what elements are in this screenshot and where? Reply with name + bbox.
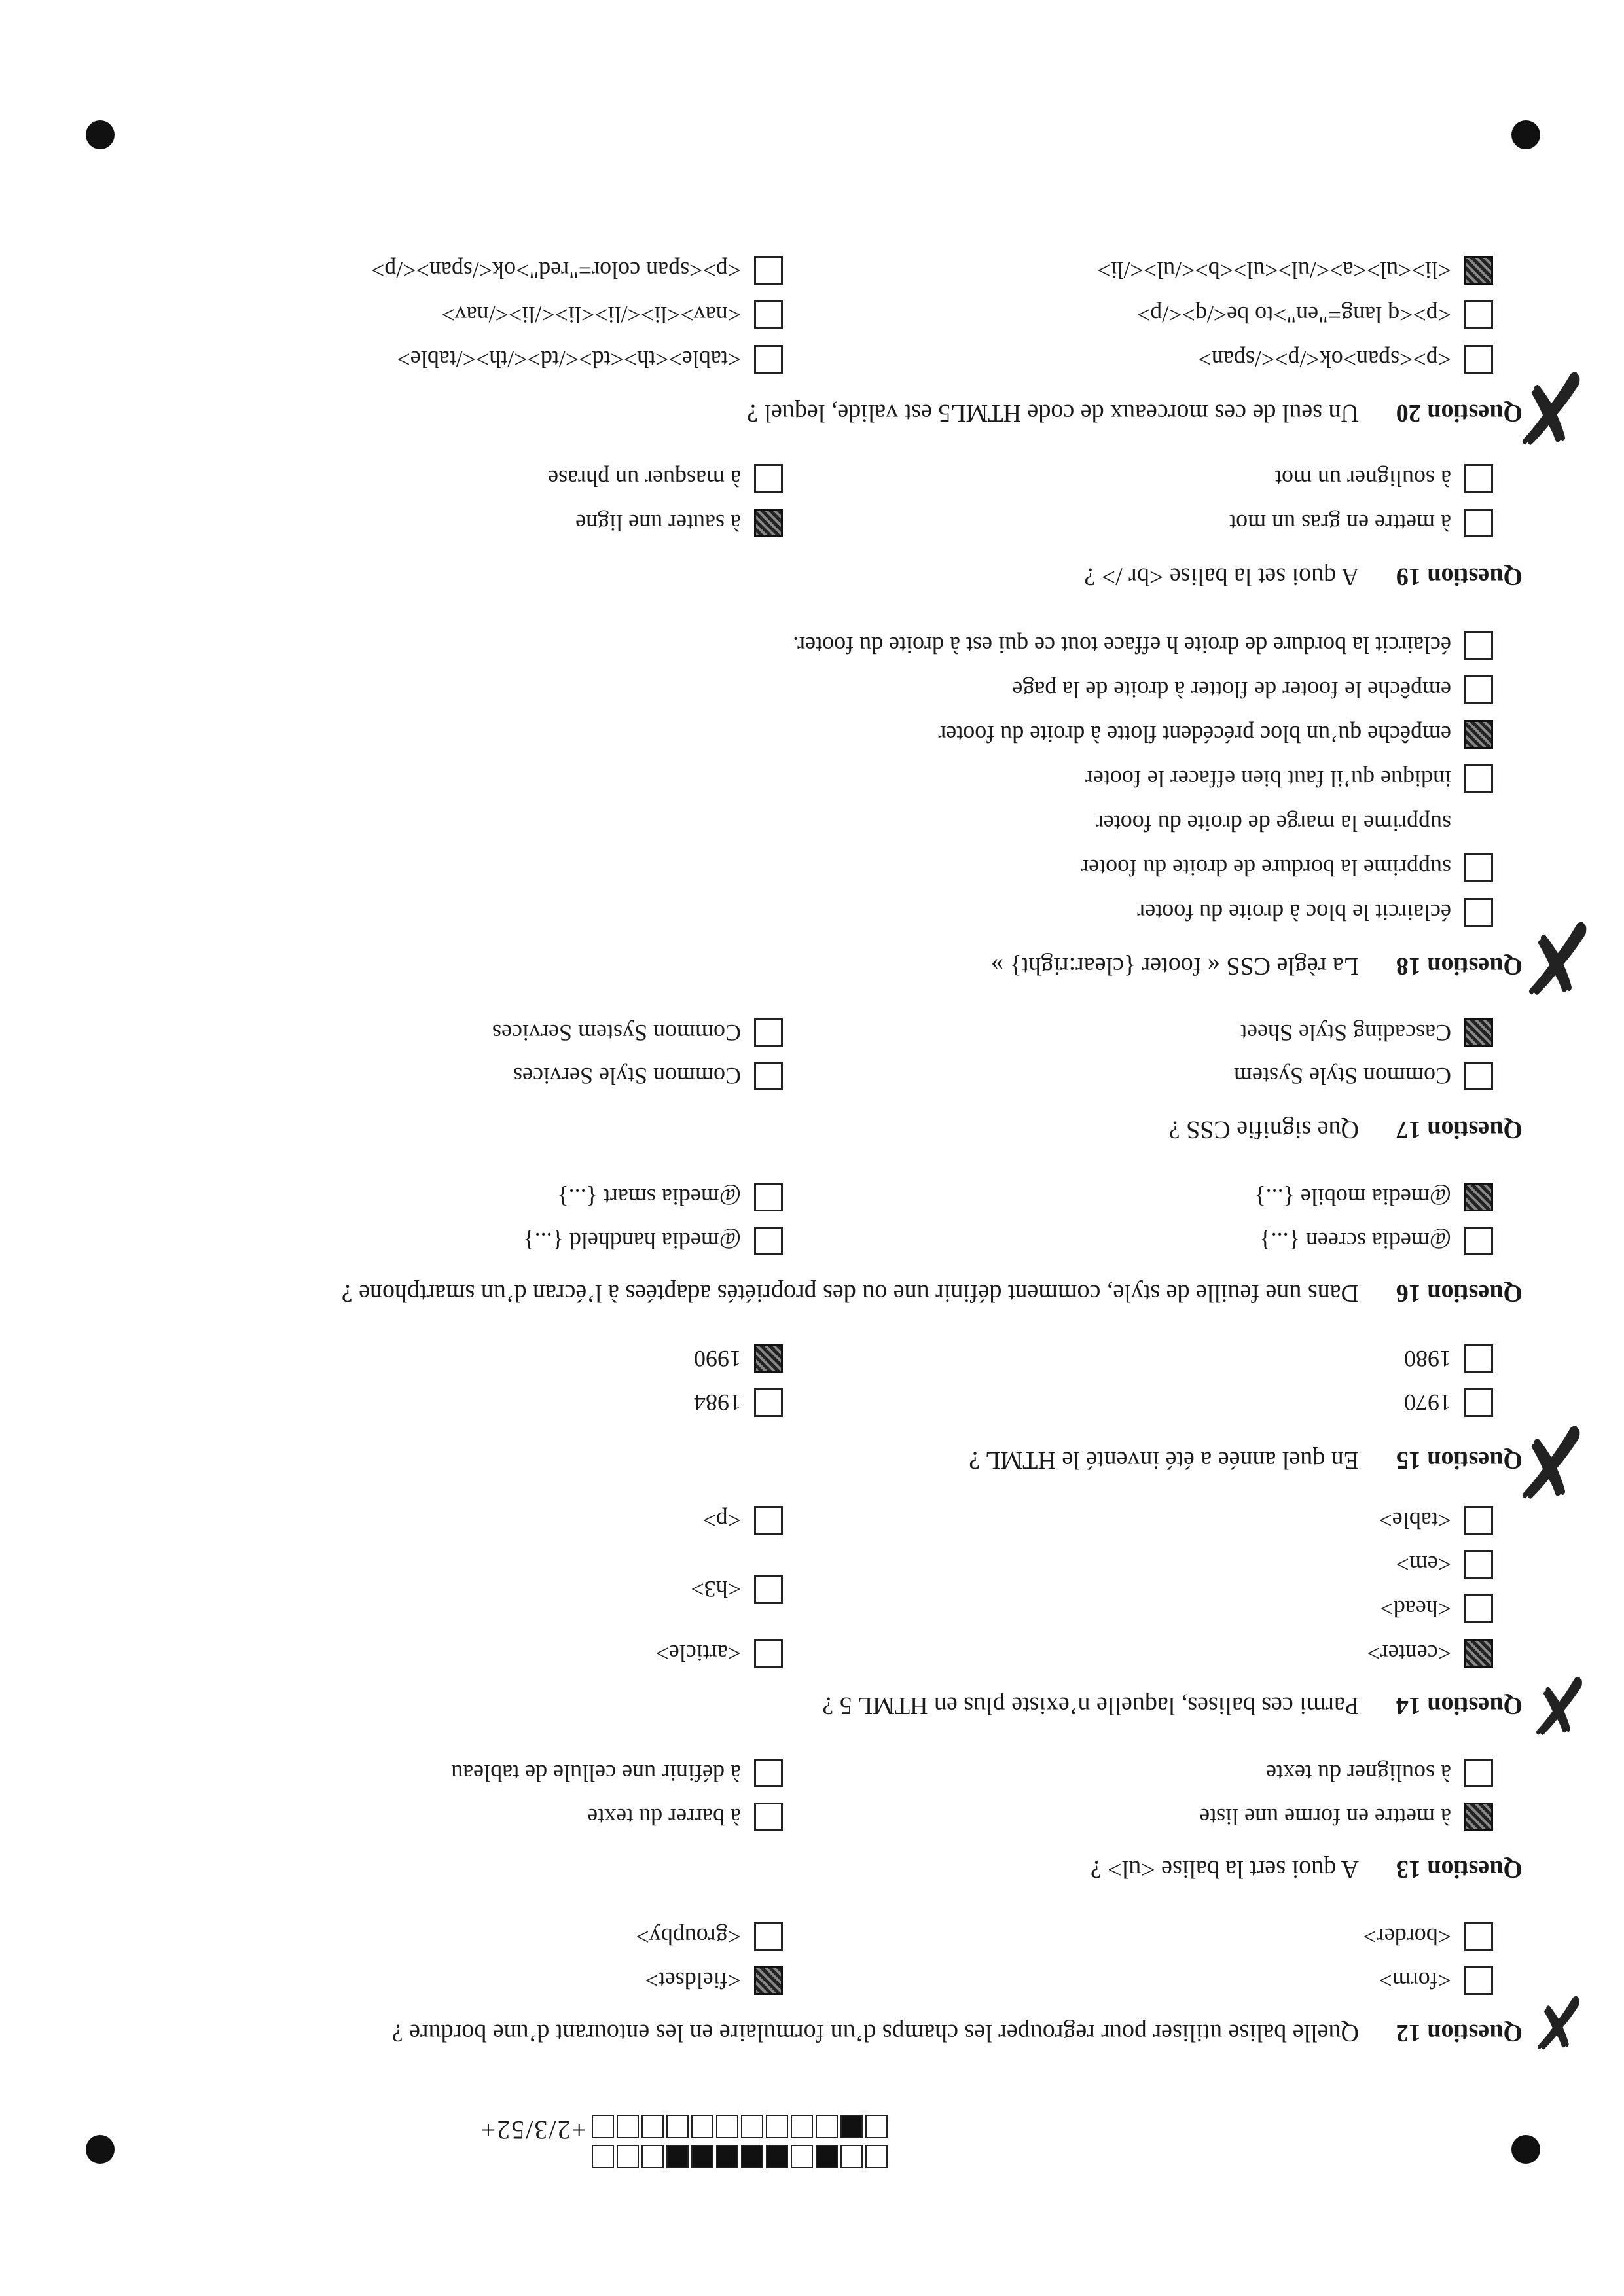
checkbox[interactable] — [1464, 464, 1493, 493]
barcode-cell — [691, 2145, 713, 2168]
option-label: éclaircit la bordure de droite h efface tout ce qui est à droite du footer. — [793, 632, 1451, 658]
question-number: Question 20 — [1396, 399, 1523, 427]
option-label: <p> — [702, 1507, 741, 1534]
option[interactable] — [1266, 1759, 1493, 1787]
checkbox[interactable] — [1464, 300, 1493, 329]
checkbox[interactable] — [754, 1759, 783, 1787]
option-label: @media screen {...} — [1259, 1228, 1451, 1254]
option-label: 1980 — [1404, 1346, 1451, 1372]
option[interactable] — [1096, 809, 1493, 838]
question-text: La règle CSS « footer {clear:right} » — [991, 952, 1359, 980]
option[interactable] — [1275, 464, 1493, 493]
barcode-row — [589, 2115, 888, 2138]
barcode — [589, 2108, 888, 2168]
registration-dot-top-right — [86, 2135, 115, 2164]
option-label: <groupby> — [636, 1924, 741, 1950]
option-label: <form> — [1379, 1967, 1451, 1994]
grader-mark-q12: ✗ — [1527, 1980, 1588, 2064]
option-label: <nav><li></li><li></li></nav> — [441, 302, 741, 328]
checkbox[interactable] — [1464, 720, 1493, 749]
option[interactable] — [587, 1803, 783, 1831]
option[interactable] — [1404, 1388, 1493, 1417]
option[interactable] — [451, 1759, 783, 1787]
option[interactable] — [1137, 898, 1493, 927]
barcode-cell — [865, 2115, 888, 2138]
registration-dot-bottom-left — [1511, 120, 1540, 149]
grader-mark-q15: ✗ — [1509, 1403, 1591, 1517]
question-17-heading — [1169, 1115, 1523, 1144]
option-label: <table><th><td></td></th></table> — [397, 346, 741, 372]
option[interactable] — [441, 300, 783, 329]
option-label: à souligner du texte — [1266, 1760, 1451, 1786]
option[interactable] — [492, 1018, 783, 1047]
checkbox[interactable] — [1464, 1594, 1493, 1623]
question-15-heading — [969, 1446, 1523, 1475]
page-code: +2/3/52+ — [479, 2115, 586, 2145]
question-text: Que signifie CSS ? — [1168, 1116, 1359, 1143]
option-label: à souligner un mot — [1275, 465, 1451, 492]
barcode-cell — [816, 2145, 838, 2168]
option[interactable] — [575, 509, 783, 537]
checkbox[interactable] — [1464, 1344, 1493, 1373]
option-label: Common Style Services — [513, 1063, 741, 1089]
option[interactable] — [397, 345, 783, 374]
barcode-cell — [592, 2145, 614, 2168]
option-label: <p><span color="red">ok</span></p> — [370, 257, 741, 283]
barcode-cell — [641, 2115, 664, 2138]
checkbox[interactable] — [754, 1227, 783, 1255]
option[interactable] — [1259, 1227, 1493, 1255]
option-label: à mettre en gras un mot — [1229, 510, 1451, 536]
checkbox[interactable] — [754, 1639, 783, 1668]
question-number: Question 18 — [1396, 952, 1523, 980]
option-label: indique qu’il faut bien effacer le footer — [1085, 766, 1451, 792]
checkbox[interactable] — [1464, 1227, 1493, 1255]
option-label: <p><q lang="en">to be</q></p> — [1136, 302, 1451, 328]
question-16-heading — [342, 1279, 1523, 1308]
registration-dot-top-left — [1511, 2135, 1540, 2164]
option[interactable] — [513, 1062, 783, 1090]
option-label: éclaircit le bloc à droite du footer — [1137, 899, 1451, 925]
checkbox[interactable] — [1464, 1018, 1493, 1047]
checkbox[interactable] — [1464, 1639, 1493, 1668]
option[interactable] — [1137, 300, 1493, 329]
barcode-cell — [865, 2145, 888, 2168]
registration-dot-bottom-right — [86, 120, 115, 149]
option[interactable] — [938, 720, 1493, 749]
option-label: supprime la marge de droite du footer — [1095, 810, 1451, 836]
option[interactable] — [1404, 1344, 1493, 1373]
option[interactable] — [523, 1227, 783, 1255]
checkbox[interactable] — [754, 1062, 783, 1090]
checkbox[interactable] — [1464, 675, 1493, 704]
barcode-cell — [840, 2115, 863, 2138]
question-text: Un seul de ces morceaux de code HTML5 est valide, lequel ? — [747, 399, 1359, 427]
option[interactable] — [1085, 764, 1493, 793]
question-text: En quel année a été inventé le HTML ? — [969, 1446, 1359, 1474]
option[interactable] — [1012, 675, 1493, 704]
checkbox[interactable] — [1464, 898, 1493, 927]
question-20-heading — [747, 399, 1523, 427]
option-label: à masquer un phrase — [548, 465, 741, 492]
option-label: 1970 — [1404, 1390, 1451, 1416]
option-label: <h3> — [691, 1576, 741, 1602]
option[interactable] — [1081, 853, 1493, 882]
barcode-cell — [766, 2115, 788, 2138]
barcode-cell — [617, 2145, 639, 2168]
option[interactable] — [1379, 1966, 1493, 1995]
checkbox[interactable] — [1464, 764, 1493, 793]
option[interactable] — [1234, 1062, 1493, 1090]
option-label: supprime la bordure de droite du footer — [1081, 855, 1451, 881]
barcode-cell — [816, 2115, 838, 2138]
option[interactable] — [694, 1344, 783, 1373]
question-number: Question 14 — [1396, 1692, 1523, 1719]
option-label: à sauter une ligne — [575, 510, 741, 536]
barcode-cell — [592, 2115, 614, 2138]
question-number: Question 13 — [1396, 1856, 1523, 1883]
option-label: Common Style System — [1233, 1063, 1451, 1089]
option[interactable] — [1199, 1803, 1493, 1831]
question-number: Question 19 — [1396, 563, 1523, 590]
question-number: Question 16 — [1396, 1280, 1523, 1307]
barcode-cell — [666, 2145, 689, 2168]
option-label: <table> — [1379, 1507, 1451, 1534]
question-text: A quoi sert la balise <ul> ? — [1090, 1856, 1359, 1883]
option-label: 1984 — [694, 1390, 741, 1416]
option-label: Common System Services — [492, 1020, 741, 1046]
option[interactable] — [1229, 509, 1493, 537]
option[interactable] — [1254, 1183, 1493, 1211]
option[interactable] — [1240, 1018, 1493, 1047]
checkbox[interactable] — [754, 1388, 783, 1417]
option-label: <head> — [1380, 1596, 1451, 1622]
checkbox[interactable] — [1464, 853, 1493, 882]
barcode-cell — [666, 2115, 689, 2138]
grader-mark-q20: ✗ — [1509, 350, 1591, 463]
option[interactable] — [655, 1639, 783, 1668]
question-number: Question 12 — [1396, 2019, 1523, 2047]
question-text: A quoi set la balise <br /> ? — [1084, 563, 1359, 590]
question-12-heading — [392, 2018, 1523, 2047]
checkbox[interactable] — [754, 464, 783, 493]
barcode-row — [589, 2145, 888, 2168]
option[interactable] — [1363, 1922, 1493, 1951]
option[interactable] — [1379, 1506, 1493, 1535]
barcode-cell — [716, 2115, 738, 2138]
option-label: <p><span>ok</p></span> — [1198, 346, 1451, 372]
checkbox[interactable] — [754, 300, 783, 329]
checkbox[interactable] — [1464, 1759, 1493, 1787]
option[interactable] — [1199, 345, 1493, 374]
question-text: Dans une feuille de style, comment définir une ou des propriétés adaptées à l’écran d’un smartphone ? — [341, 1280, 1359, 1307]
option-label: <article> — [655, 1640, 741, 1666]
option[interactable] — [1396, 1550, 1493, 1579]
question-number: Question 15 — [1396, 1446, 1523, 1474]
option-label: @media handheld {...} — [523, 1228, 741, 1254]
option-label: <li><ul><a></ul><ul><b></ul></li> — [1097, 257, 1451, 283]
option[interactable] — [1367, 1639, 1493, 1668]
barcode-cell — [641, 2145, 664, 2168]
checkbox[interactable] — [1464, 1922, 1493, 1951]
checkbox[interactable] — [1464, 256, 1493, 285]
barcode-cell — [791, 2145, 813, 2168]
checkbox[interactable] — [1464, 1803, 1493, 1831]
option-label: <border> — [1363, 1924, 1451, 1950]
barcode-cell — [840, 2145, 863, 2168]
checkbox[interactable] — [754, 1506, 783, 1535]
checkbox[interactable] — [754, 256, 783, 285]
checkbox[interactable] — [1464, 345, 1493, 374]
option[interactable] — [702, 1506, 783, 1535]
checkbox[interactable] — [1464, 631, 1493, 660]
option-label: @media smart {...} — [557, 1184, 741, 1210]
barcode-cell — [741, 2145, 763, 2168]
checkbox[interactable] — [754, 1018, 783, 1047]
option[interactable] — [548, 464, 783, 493]
option-label: @media mobile {...} — [1254, 1184, 1451, 1210]
option-label: à définir une cellule de tableau — [451, 1760, 741, 1786]
grader-mark-q18: ✗ — [1515, 899, 1598, 1013]
checkbox[interactable] — [754, 1803, 783, 1831]
barcode-cell — [741, 2115, 763, 2138]
option-label: <fieldset> — [645, 1967, 741, 1994]
checkbox[interactable] — [754, 1575, 783, 1604]
barcode-cell — [716, 2145, 738, 2168]
checkbox[interactable] — [1464, 1506, 1493, 1535]
option-label: <center> — [1367, 1640, 1451, 1666]
checkbox[interactable] — [1464, 1062, 1493, 1090]
option[interactable] — [557, 1183, 783, 1211]
barcode-cell — [791, 2115, 813, 2138]
checkbox[interactable] — [1464, 1183, 1493, 1211]
question-number: Question 17 — [1396, 1116, 1523, 1143]
question-text: Parmi ces balises, laquelle n’existe plus en HTML 5 ? — [822, 1692, 1359, 1719]
option[interactable] — [636, 1922, 783, 1951]
option[interactable] — [1380, 1594, 1493, 1623]
option[interactable] — [793, 631, 1493, 660]
checkbox[interactable] — [1464, 1550, 1493, 1579]
option[interactable] — [371, 256, 783, 285]
checkbox[interactable] — [754, 1966, 783, 1995]
grader-mark-q14: ✗ — [1525, 1659, 1591, 1749]
option-label: à mettre en forme une liste — [1199, 1804, 1451, 1830]
question-14-heading — [822, 1691, 1523, 1720]
option-label: <em> — [1396, 1551, 1451, 1577]
question-13-heading — [1091, 1855, 1523, 1884]
question-19-heading — [1084, 562, 1523, 591]
checkbox[interactable] — [754, 345, 783, 374]
option-label: 1990 — [694, 1346, 741, 1372]
checkbox[interactable] — [1464, 1966, 1493, 1995]
barcode-cell — [766, 2145, 788, 2168]
barcode-cell — [617, 2115, 639, 2138]
checkbox[interactable] — [1464, 1388, 1493, 1417]
option-label: Cascading Style Sheet — [1240, 1020, 1451, 1046]
option-label: empêche qu’un bloc précédent flotte à droite du footer — [938, 721, 1451, 747]
option-label: empêche le footer de flotter à droite de la page — [1012, 677, 1451, 703]
option[interactable] — [645, 1966, 783, 1995]
question-18-heading — [991, 952, 1523, 980]
option[interactable] — [694, 1388, 783, 1417]
question-text: Quelle balise utiliser pour regrouper les champs d’un formulaire en les entourant d’une bordure ? — [391, 2019, 1359, 2047]
option-label: à barrer du texte — [587, 1804, 741, 1830]
checkbox[interactable] — [1464, 509, 1493, 537]
checkbox[interactable] — [754, 1183, 783, 1211]
option[interactable] — [1097, 256, 1493, 285]
option[interactable] — [691, 1575, 783, 1604]
barcode-cell — [691, 2115, 713, 2138]
checkbox[interactable] — [754, 1344, 783, 1373]
checkbox[interactable] — [754, 509, 783, 537]
checkbox[interactable] — [754, 1922, 783, 1951]
